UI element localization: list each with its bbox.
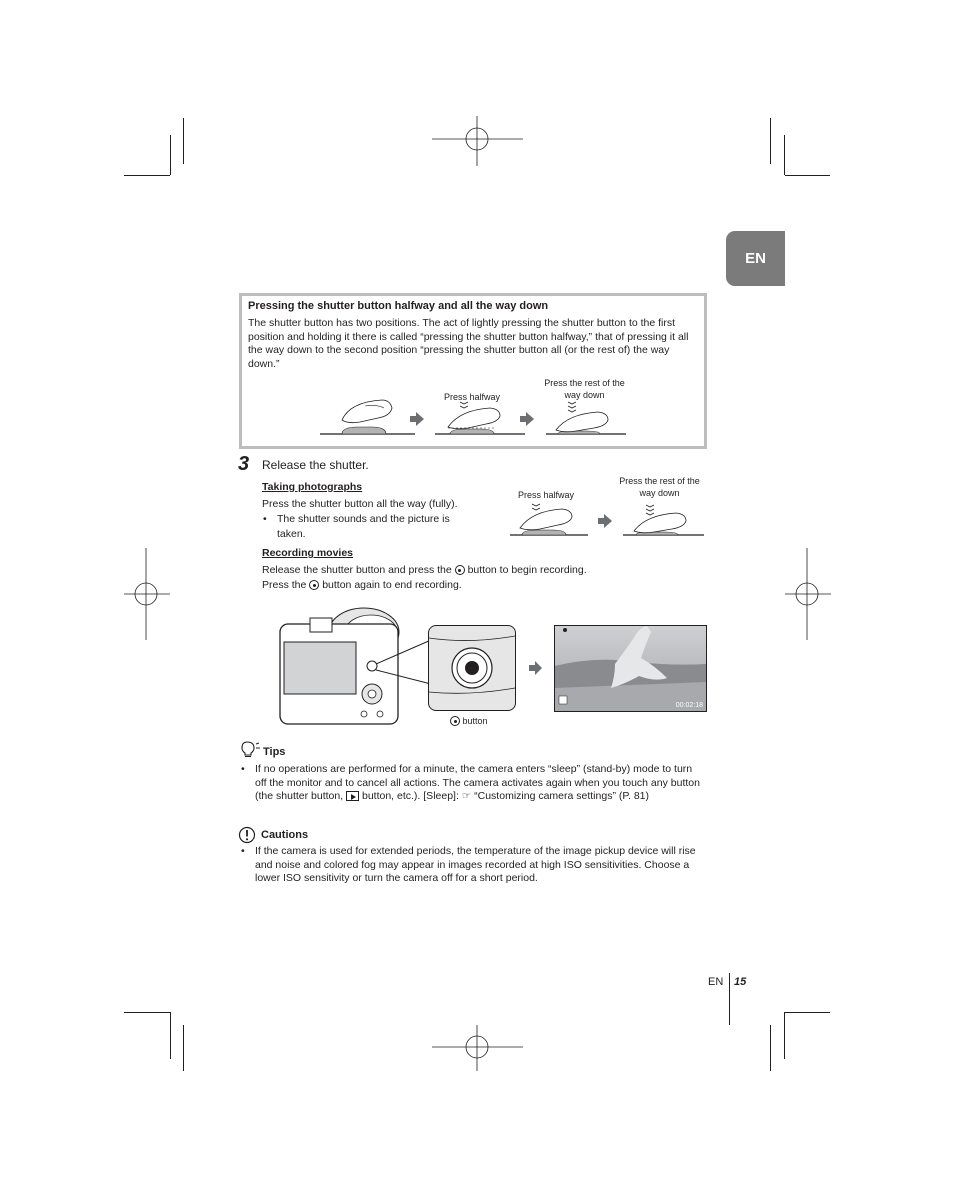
tips-heading: Tips [263, 746, 286, 758]
shutter-finger-illustration [320, 392, 650, 438]
record-button-icon [465, 661, 479, 675]
cautions-heading: Cautions [261, 829, 309, 841]
label-press-halfway: Press halfway [443, 392, 501, 402]
list-item: • If no operations are performed for a minute, the camera enters “sleep” (stand-by) mode to turn off the monitor and to cancel all actions. The camera activates again when you touch any button (the shutter button, button, etc.). [Sleep]: ☞ “Customizing camera settings” (P. 81) [241, 763, 701, 804]
arrow-right-icon [410, 412, 424, 426]
list-item: • If the camera is used for extended periods, the temperature of the image pickup device will rise and noise and colored fog may appear in images recorded at high ISO sensitivities. Choose a lower ISO sensitivity or turn the camera off for a short period. [241, 845, 701, 886]
movie-record-icon [455, 565, 465, 575]
playback-icon [346, 791, 359, 801]
label-press-halfway-2: Press halfway [517, 490, 575, 500]
recording-movies-heading: Recording movies [262, 547, 354, 559]
info-box-title: Pressing the shutter button halfway and all the way down [248, 300, 549, 312]
movie-record-icon [309, 580, 319, 590]
tips-list [241, 763, 701, 804]
finger-halfway-state [435, 402, 525, 434]
list-item: • The shutter sounds and the picture is taken. [263, 512, 478, 542]
registration-mark-top [432, 116, 523, 166]
finger-halfway-state [510, 504, 588, 535]
finger-full-state [546, 402, 626, 434]
taking-photographs-text: Press the shutter button all the way (fully). [262, 498, 458, 510]
caution-icon [238, 826, 256, 844]
recording-movies-line2: Press the button again to end recording. [262, 579, 462, 591]
recording-movies-line1: Release the shutter button and press the button to begin recording. [262, 564, 587, 576]
taking-photographs-heading: Taking photographs [262, 481, 363, 493]
step-number: 3 [238, 453, 250, 475]
movie-record-icon [450, 716, 460, 726]
reference-hand-icon: ☞ [461, 790, 472, 803]
recording-monitor [554, 625, 707, 712]
arrow-right-icon [520, 412, 534, 426]
label-press-rest: Press the rest of the way down [544, 378, 625, 400]
record-button-zoom [428, 625, 516, 711]
label-press-rest-2: Press the rest of the way down [619, 476, 700, 498]
registration-mark-bottom [432, 1025, 523, 1071]
shutter-finger-illustration-2 [510, 500, 706, 540]
registration-mark-right [785, 548, 831, 640]
recording-timer: 00:02:18 [675, 702, 703, 709]
info-box-text: The shutter button has two positions. The act of lightly pressing the shutter button to the first position and holding it there is called “pressing the shutter button halfway,” that of pressing it all the way down to the second position “pressing the shutter button all (or the rest of) the way down.” [248, 317, 689, 371]
taking-photographs-bullets [263, 512, 478, 542]
cautions-list [241, 845, 701, 886]
arrow-right-icon [598, 514, 612, 528]
footer-divider [729, 973, 730, 1025]
registration-mark-left [124, 548, 170, 640]
finger-full-state [623, 505, 704, 535]
page-number: 15 [734, 976, 747, 988]
info-box [239, 293, 707, 449]
step-title: Release the shutter. [262, 458, 369, 472]
footer-language: EN [708, 976, 724, 988]
arrow-right-icon [527, 660, 543, 676]
lightbulb-icon [240, 740, 262, 758]
record-button-caption: button [450, 716, 488, 726]
finger-rest-state [320, 400, 415, 434]
language-tab: EN [726, 231, 785, 286]
